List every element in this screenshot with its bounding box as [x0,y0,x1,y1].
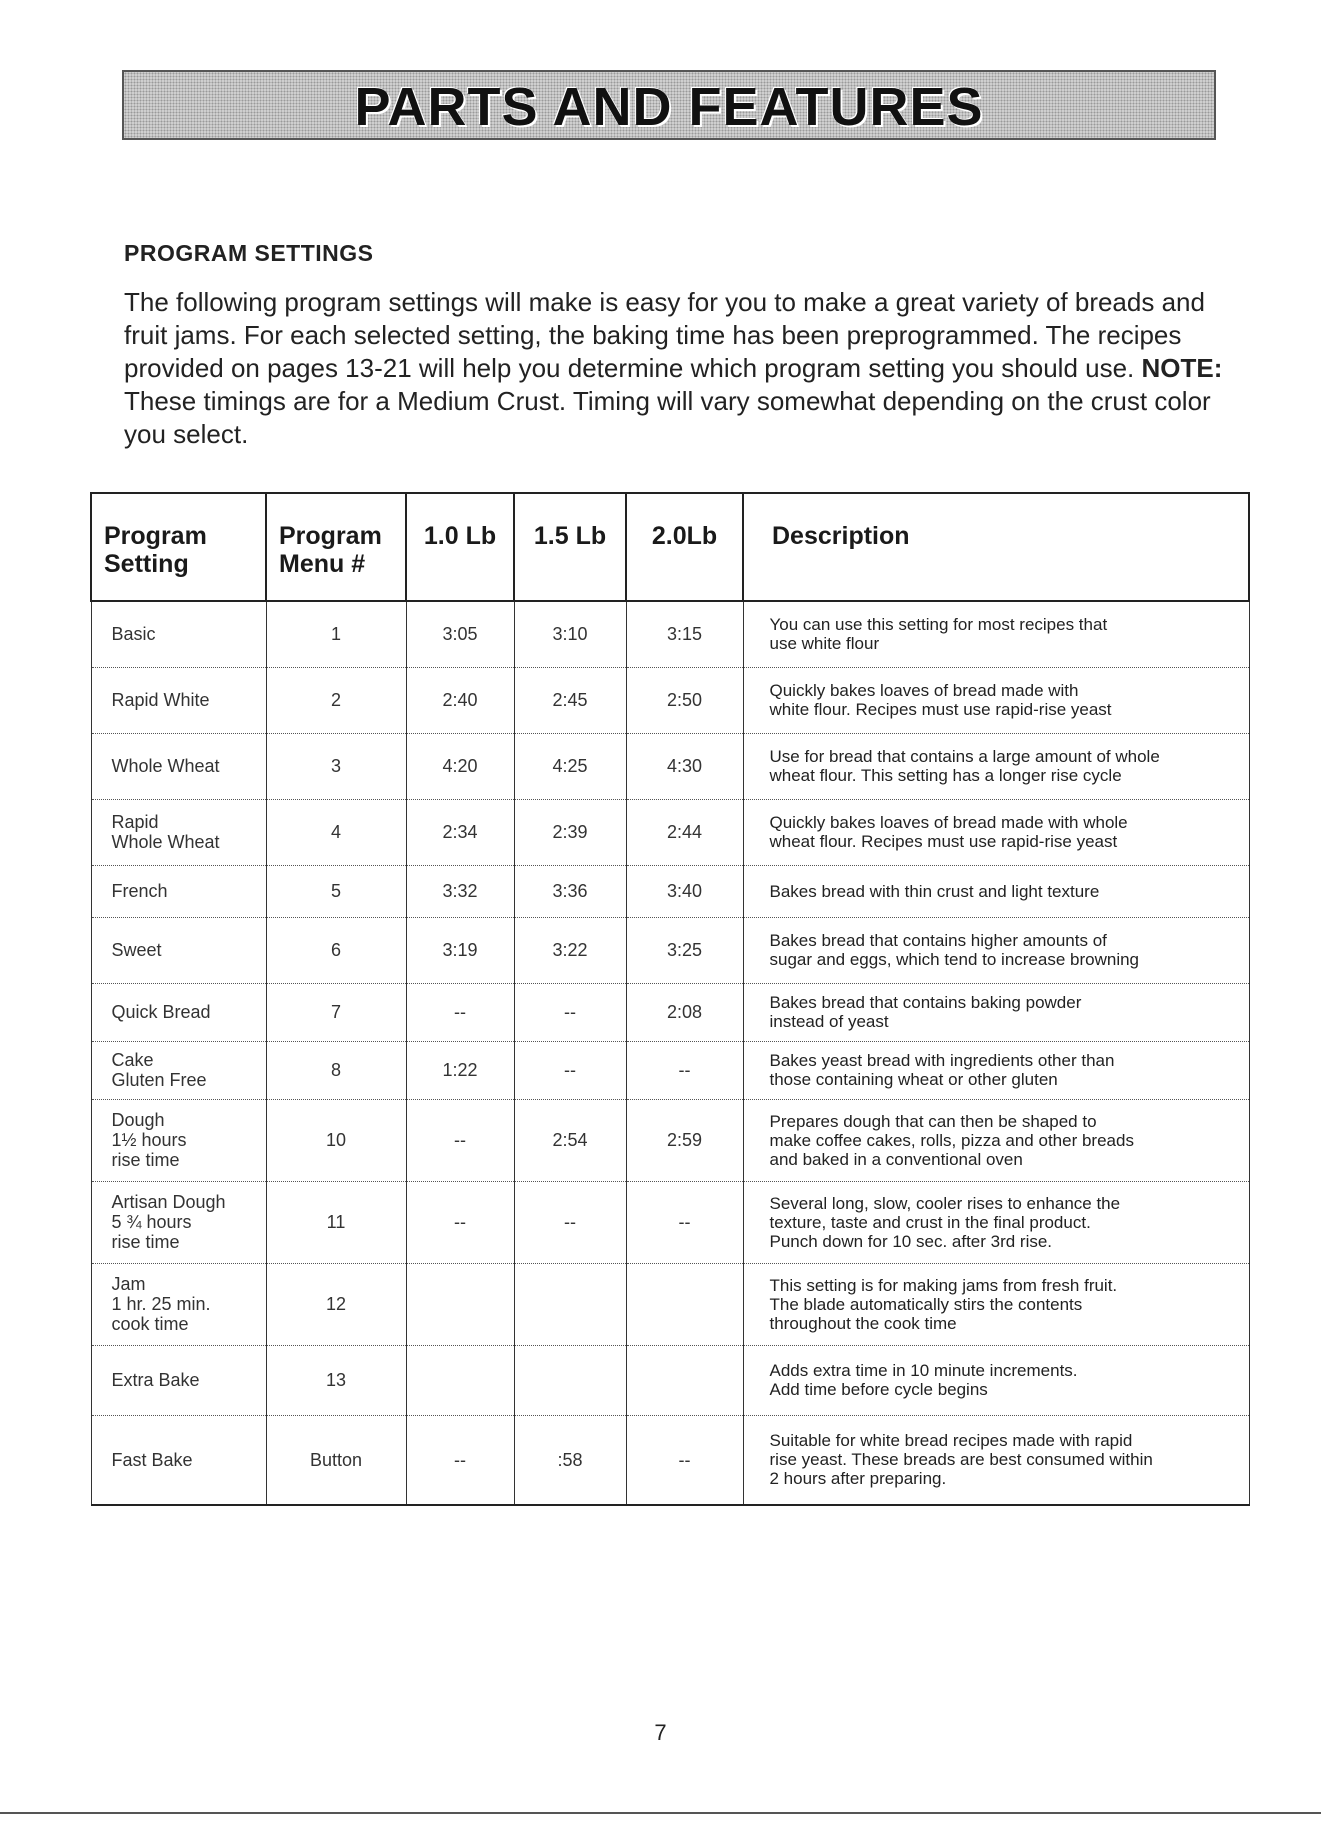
description-line: Bakes bread that contains baking powder [769,993,1082,1012]
description-cell [743,1041,1249,1099]
description-line: sugar and eggs, which tend to increase browning [769,950,1140,969]
program-setting-cell [91,1041,266,1099]
table-row [91,601,1249,667]
description-line: You can use this setting for most recipes that [769,615,1108,635]
time-2lb-cell [626,1345,743,1415]
section-heading: PROGRAM SETTINGS [124,240,374,266]
description-cell [743,983,1249,1041]
program-setting-line: Dough [111,1110,165,1130]
description-line: Quickly bakes loaves of bread made with whole [769,813,1128,832]
program-menu-cell: 10 [266,1099,406,1181]
program-setting-line: Basic [111,624,156,645]
description-line: texture, taste and crust in the final product. [769,1212,1091,1232]
table-row [91,733,1249,799]
program-setting-line: Gluten Free [111,1070,207,1090]
program-setting-cell [91,1345,266,1415]
time-1-5lb-cell: 4:25 [514,733,626,799]
program-setting-line: Quick Bread [111,1002,211,1022]
program-menu-cell: Button [266,1415,406,1505]
description-line: instead of yeast [769,1012,889,1031]
description-line: wheat flour. This setting has a longer rise cycle [769,766,1122,785]
time-1lb-cell: -- [406,1099,514,1181]
program-setting-cell [91,1181,266,1263]
program-setting-line: French [111,881,168,901]
description-line: Bakes yeast bread with ingredients other than [769,1051,1115,1070]
program-setting-cell [91,733,266,799]
description-cell [743,1415,1249,1505]
time-2lb-cell: 2:44 [626,799,743,865]
description-line: wheat flour. Recipes must use rapid-rise yeast [769,832,1118,851]
time-1lb-cell [406,1263,514,1345]
description-line: white flour. Recipes must use rapid-rise yeast [769,700,1112,719]
description-cell [743,1263,1249,1345]
description-cell [743,667,1249,733]
description-line: rise yeast. These breads are best consumed within [769,1450,1153,1470]
time-1-5lb-cell: -- [514,983,626,1041]
header-setting-line1: Program [104,522,207,550]
program-setting-cell [91,983,266,1041]
program-setting-cell [91,1263,266,1345]
note-text: These timings are for a Medium Crust. Timing will vary somewhat depending on the crust color you select. [124,386,1211,449]
program-menu-cell: 5 [266,865,406,917]
program-menu-cell: 12 [266,1263,406,1345]
time-1-5lb-cell: -- [514,1181,626,1263]
description-line: Bakes bread with thin crust and light texture [769,881,1100,901]
table-header-row [91,493,1249,601]
table-row [91,1041,1249,1099]
description-line: use white flour [769,634,880,654]
program-setting-line: Whole Wheat [111,756,220,776]
header-menu-line1: Program [279,522,382,550]
time-1lb-cell: 3:05 [406,601,514,667]
header-setting-line2: Setting [104,550,189,578]
program-setting-line: Fast Bake [111,1449,193,1470]
program-menu-cell: 2 [266,667,406,733]
program-setting-line: 1 hr. 25 min. [111,1294,211,1314]
time-1-5lb-cell: -- [514,1041,626,1099]
time-1-5lb-cell: :58 [514,1415,626,1505]
header-1lb: 1.0 Lb [406,493,514,601]
program-setting-cell [91,1099,266,1181]
program-setting-cell [91,917,266,983]
time-1lb-cell: 2:40 [406,667,514,733]
program-menu-cell: 8 [266,1041,406,1099]
time-1lb-cell: -- [406,1415,514,1505]
program-setting-line: Jam [111,1274,146,1294]
program-setting-line: cook time [111,1314,189,1334]
description-cell [743,1181,1249,1263]
program-setting-line: Sweet [111,940,162,960]
program-menu-cell: 1 [266,601,406,667]
table-row [91,1099,1249,1181]
time-1-5lb-cell: 3:10 [514,601,626,667]
table-row [91,799,1249,865]
program-menu-cell: 3 [266,733,406,799]
time-2lb-cell: 3:25 [626,917,743,983]
time-2lb-cell: -- [626,1041,743,1099]
program-setting-line: Cake [111,1050,154,1070]
description-line: Adds extra time in 10 minute increments. [769,1361,1078,1380]
description-line: Punch down for 10 sec. after 3rd rise. [769,1231,1053,1251]
program-menu-cell: 4 [266,799,406,865]
description-cell [743,865,1249,917]
time-1-5lb-cell: 3:36 [514,865,626,917]
description-line: Bakes bread that contains higher amounts of [769,931,1107,950]
program-menu-cell: 13 [266,1345,406,1415]
table-row [91,865,1249,917]
program-setting-line: rise time [111,1232,180,1252]
time-1lb-cell: 3:19 [406,917,514,983]
time-2lb-cell: -- [626,1181,743,1263]
program-setting-cell [91,865,266,917]
table-row [91,1345,1249,1415]
time-1-5lb-cell: 2:45 [514,667,626,733]
table-row [91,1263,1249,1345]
description-line: throughout the cook time [769,1313,957,1333]
table-row [91,667,1249,733]
table-row [91,1181,1249,1263]
title-banner [122,70,1216,140]
program-setting-line: 1½ hours [111,1130,187,1150]
time-1lb-cell [406,1345,514,1415]
program-setting-line: Whole Wheat [111,832,220,852]
time-1lb-cell: 3:32 [406,865,514,917]
description-cell [743,1099,1249,1181]
description-line: This setting is for making jams from fresh fruit. [769,1275,1118,1295]
bottom-rule [0,1812,1321,1814]
page-title: PARTS AND FEATURES [354,77,984,137]
intro-paragraph [124,286,1224,451]
program-settings-table [90,492,1250,1506]
description-line: Add time before cycle begins [769,1380,988,1399]
time-2lb-cell: 2:50 [626,667,743,733]
time-1-5lb-cell: 2:54 [514,1099,626,1181]
time-1-5lb-cell [514,1263,626,1345]
table-row [91,1415,1249,1505]
time-2lb-cell: 4:30 [626,733,743,799]
time-1lb-cell: -- [406,1181,514,1263]
header-2lb: 2.0Lb [626,493,743,601]
table-body [91,601,1249,1505]
description-line: Prepares dough that can then be shaped to [769,1111,1097,1131]
program-settings-table-wrapper [90,492,1250,1506]
program-setting-line: 5 ¾ hours [111,1212,192,1232]
program-menu-cell: 6 [266,917,406,983]
program-setting-cell [91,799,266,865]
program-setting-line: rise time [111,1150,180,1170]
description-line: The blade automatically stirs the contents [769,1294,1083,1314]
program-menu-cell: 7 [266,983,406,1041]
time-2lb-cell: -- [626,1415,743,1505]
time-2lb-cell: 3:15 [626,601,743,667]
time-1-5lb-cell [514,1345,626,1415]
description-line: make coffee cakes, rolls, pizza and other breads [769,1130,1134,1150]
header-1-5lb: 1.5 Lb [514,493,626,601]
time-1lb-cell: 2:34 [406,799,514,865]
description-line: 2 hours after preparing. [769,1469,947,1489]
time-1lb-cell: 1:22 [406,1041,514,1099]
description-cell [743,799,1249,865]
time-2lb-cell: 3:40 [626,865,743,917]
description-line: and baked in a conventional oven [769,1149,1023,1169]
program-setting-line: Rapid White [111,690,210,710]
header-description: Description [743,493,1249,601]
program-menu-cell: 11 [266,1181,406,1263]
table-row [91,917,1249,983]
description-line: Quickly bakes loaves of bread made with [769,681,1079,700]
description-cell [743,917,1249,983]
header-program-setting [91,493,266,601]
header-menu-line2: Menu # [279,550,366,578]
program-setting-line: Rapid [111,812,159,832]
time-1lb-cell: -- [406,983,514,1041]
time-1-5lb-cell: 3:22 [514,917,626,983]
description-cell [743,601,1249,667]
time-1lb-cell: 4:20 [406,733,514,799]
description-line: those containing wheat or other gluten [769,1070,1058,1089]
program-setting-cell [91,601,266,667]
description-line: Use for bread that contains a large amount of whole [769,747,1160,766]
description-cell [743,733,1249,799]
program-setting-cell [91,1415,266,1505]
table-row [91,983,1249,1041]
description-line: Several long, slow, cooler rises to enhance the [769,1193,1121,1213]
time-2lb-cell: 2:59 [626,1099,743,1181]
time-2lb-cell [626,1263,743,1345]
time-1-5lb-cell: 2:39 [514,799,626,865]
description-cell [743,1345,1249,1415]
intro-text: The following program settings will make is easy for you to make a great variety of breads and fruit jams. For each selected setting, the baking time has been preprogrammed. The recipes provided on pages 13-21 will help you determine which program setting you should use. [124,287,1205,383]
note-label: NOTE: [1141,353,1223,383]
program-setting-line: Artisan Dough [111,1192,226,1212]
header-program-menu [266,493,406,601]
description-line: Suitable for white bread recipes made with rapid [769,1431,1133,1451]
time-2lb-cell: 2:08 [626,983,743,1041]
page-number: 7 [654,1720,667,1745]
program-setting-line: Extra Bake [111,1370,200,1390]
program-setting-cell [91,667,266,733]
